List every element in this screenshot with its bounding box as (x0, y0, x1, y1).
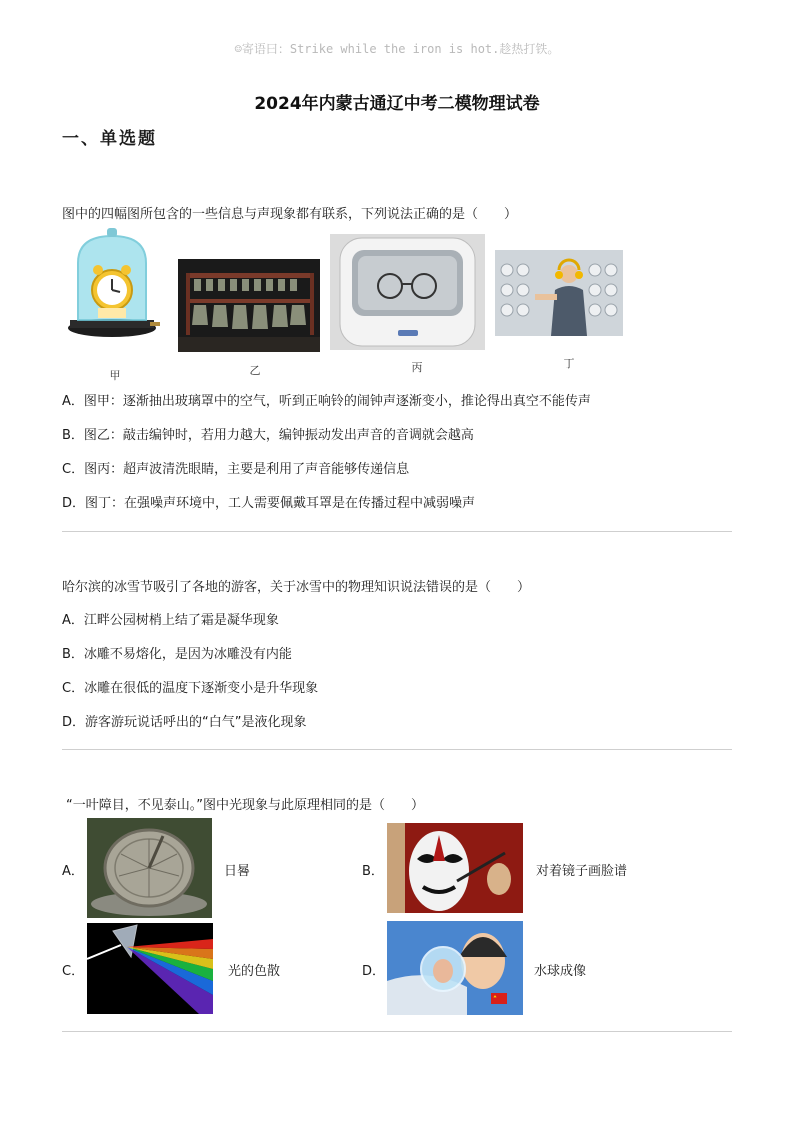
water-ball-image (387, 921, 523, 1015)
q3-option-c-letter[interactable]: C． (62, 964, 85, 979)
prism-dispersion-image (87, 923, 213, 1014)
q2-option-b[interactable]: B．冰雕不易熔化，是因为冰雕没有内能 (62, 647, 292, 662)
question-3-stem: “一叶障目，不见泰山。”图中光现象与此原理相同的是（ ） (66, 798, 424, 813)
divider (62, 531, 732, 532)
question-1-stem: 图中的四幅图所包含的一些信息与声现象都有联系，下列说法正确的是（ ） (62, 207, 518, 222)
caption-bing: 丙 (411, 361, 423, 374)
sundial-image (87, 818, 212, 918)
caption-jia: 甲 (109, 369, 121, 382)
caption-ding: 丁 (563, 357, 575, 370)
q1-option-a[interactable]: A．图甲：逐渐抽出玻璃罩中的空气，听到正响铃的闹钟声逐渐变小，推论得出真空不能传声 (62, 394, 591, 409)
q1-option-c[interactable]: C．图丙：超声波清洗眼睛，主要是利用了声音能够传递信息 (62, 462, 410, 477)
section-heading: 一、单选题 (62, 129, 157, 149)
q3-option-b-letter[interactable]: B． (362, 864, 384, 879)
q3-option-d-label: 水球成像 (534, 964, 587, 979)
q3-option-a-letter[interactable]: A． (62, 864, 84, 879)
q3-option-a-label: 日晷 (224, 864, 251, 879)
q2-option-a[interactable]: A．江畔公园树梢上结了霜是凝华现象 (62, 613, 279, 628)
q3-option-c-label: 光的色散 (228, 964, 281, 979)
divider (62, 1031, 732, 1032)
bell-jar-image (62, 228, 162, 340)
q3-option-d-letter[interactable]: D． (362, 964, 386, 979)
caption-yi: 乙 (249, 364, 261, 377)
q1-option-b[interactable]: B．图乙：敲击编钟时，若用力越大，编钟振动发出声音的音调就会越高 (62, 428, 474, 443)
q2-option-c[interactable]: C．冰雕在很低的温度下逐渐变小是升华现象 (62, 681, 319, 696)
q1-option-d[interactable]: D．图丁：在强噪声环境中，工人需要佩戴耳罩是在传播过程中减弱噪声 (62, 496, 476, 511)
face-painting-image (387, 823, 523, 913)
factory-worker-image (495, 250, 623, 336)
q3-option-b-label: 对着镜子画脸谱 (536, 864, 628, 879)
chime-bells-image (178, 259, 320, 352)
page-title: 2024年内蒙古通辽中考二模物理试卷 (254, 94, 540, 114)
motto-watermark: ☺寄语曰：Strike while the iron is hot.趁热打铁。 (234, 42, 560, 56)
ultrasonic-cleaner-image (330, 234, 485, 350)
question-2-stem: 哈尔滨的冰雪节吸引了各地的游客，关于冰雪中的物理知识说法错误的是（ ） (62, 580, 531, 595)
divider (62, 749, 732, 750)
q2-option-d[interactable]: D．游客游玩说话呼出的“白气”是液化现象 (62, 715, 307, 730)
